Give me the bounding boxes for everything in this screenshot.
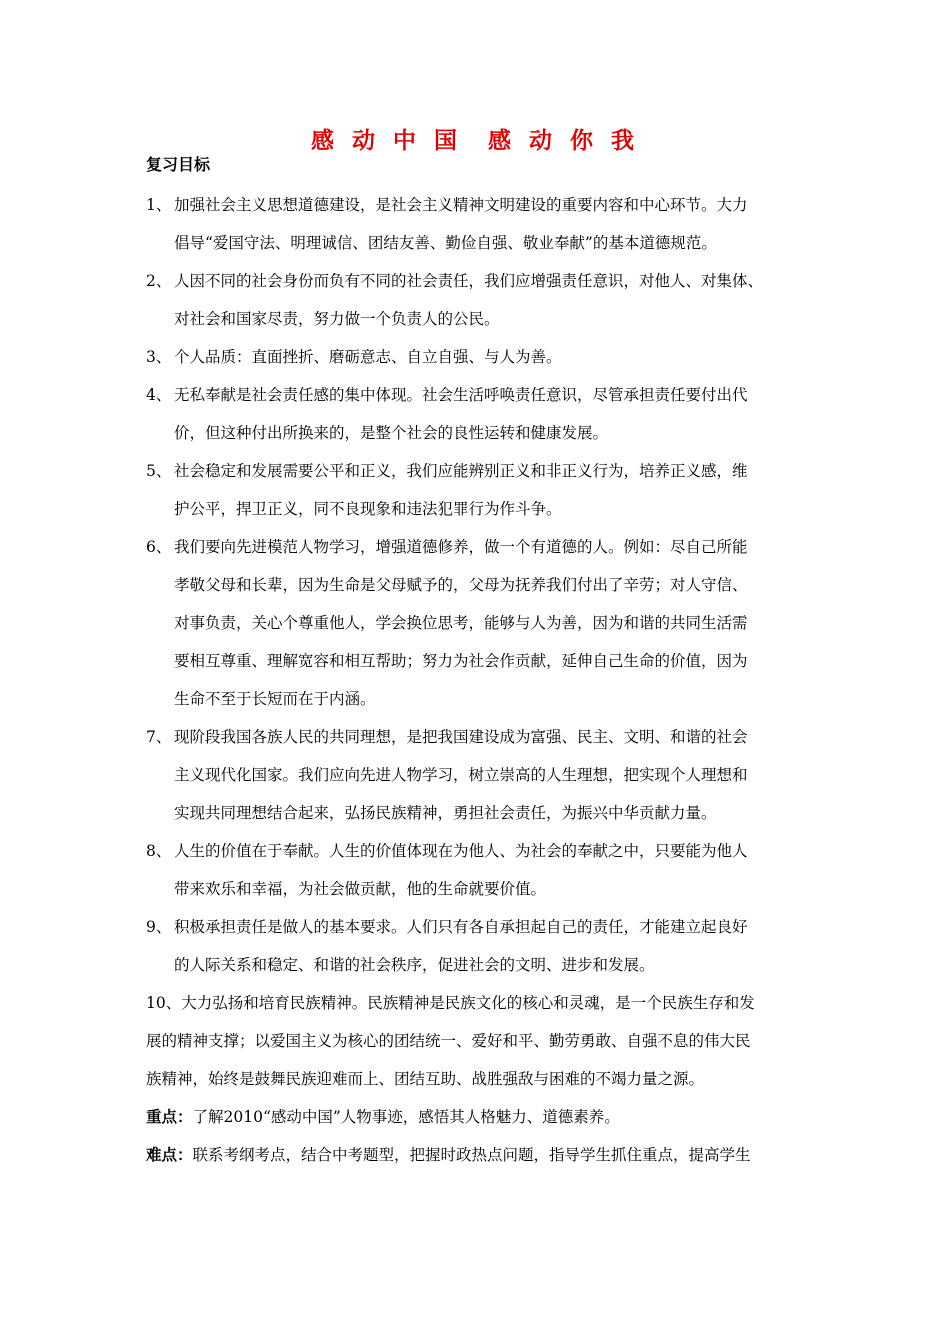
item-line: 无私奉献是社会责任感的集中体现。社会生活呼唤责任意识，尽管承担责任要付出代 (174, 386, 748, 404)
item-line: 社会稳定和发展需要公平和正义，我们应能辨别正义和非正义行为，培养正义感，维 (174, 462, 748, 480)
item-number: 9、 (146, 918, 172, 936)
item-line: 对社会和国家尽责，努力做一个负责人的公民。 (174, 310, 500, 328)
item-text (146, 262, 818, 338)
item-number: 7、 (146, 728, 172, 746)
difficult-point-text: 联系考纲考点，结合中考题型，把握时政热点问题，指导学生抓住重点，提高学生 (192, 1146, 751, 1164)
list-item (146, 376, 818, 452)
objectives-list (146, 186, 818, 1174)
item10-line-2: 展的精神支撑；以爱国主义为核心的团结统一、爱好和平、勤劳勇敢、自强不息的伟大民 (146, 1032, 751, 1050)
item-line: 生命不至于长短而在于内涵。 (174, 690, 376, 708)
item-line: 孝敬父母和长辈，因为生命是父母赋予的，父母为抚养我们付出了辛劳；对人守信、 (174, 576, 748, 594)
item-line: 对事负责，关心个尊重他人，学会换位思考，能够与人为善，因为和谐的共同生活需 (174, 614, 748, 632)
item-line: 我们要向先进模范人物学习，增强道德修养，做一个有道德的人。例如：尽自己所能 (174, 538, 748, 556)
item-line: 要相互尊重、理解宽容和相互帮助；努力为社会作贡献，延伸自己生命的价值，因为 (174, 652, 748, 670)
list-item (146, 832, 818, 908)
item-text (146, 528, 818, 718)
section-heading: 复习目标 (146, 155, 211, 174)
item10-number: 10、 (146, 994, 182, 1012)
item-line: 人因不同的社会身份而负有不同的社会责任，我们应增强责任意识，对他人、对集体、 (174, 272, 764, 290)
item-text (146, 338, 818, 376)
item-line: 主义现代化国家。我们应向先进人物学习，树立崇高的人生理想，把实现个人理想和 (174, 766, 748, 784)
numbered-items (146, 186, 818, 984)
list-item (146, 528, 818, 718)
key-point-label: 重点： (146, 1108, 193, 1126)
item-text (146, 908, 818, 984)
item-line: 倡导“爱国守法、明理诚信、团结友善、勤俭自强、敬业奉献”的基本道德规范。 (174, 234, 717, 252)
item-line: 护公平，捍卫正义，同不良现象和违法犯罪行为作斗争。 (174, 500, 562, 518)
list-item (146, 186, 818, 262)
item-text (146, 186, 818, 262)
item-line: 现阶段我国各族人民的共同理想，是把我国建设成为富强、民主、文明、和谐的社会 (174, 728, 748, 746)
list-item-10 (146, 984, 818, 1098)
difficult-point-label: 难点： (146, 1146, 193, 1164)
item-number: 8、 (146, 842, 172, 860)
item-line: 人生的价值在于奉献。人生的价值体现在为他人、为社会的奉献之中，只要能为他人 (174, 842, 748, 860)
item-number: 2、 (146, 272, 172, 290)
item-number: 3、 (146, 348, 172, 366)
key-point (146, 1098, 818, 1136)
item-text (146, 718, 818, 832)
list-item (146, 338, 818, 376)
item-line: 加强社会主义思想道德建设，是社会主义精神文明建设的重要内容和中心环节。大力 (174, 196, 748, 214)
item10-line-1: 10、大力弘扬和培育民族精神。民族精神是民族文化的核心和灵魂，是一个民族生存和发 (146, 994, 755, 1012)
item-line: 价，但这种付出所换来的，是整个社会的良性运转和健康发展。 (174, 424, 609, 442)
item-line: 积极承担责任是做人的基本要求。人们只有各自承担起自己的责任，才能建立起良好 (174, 918, 748, 936)
item-number: 6、 (146, 538, 172, 556)
list-item (146, 908, 818, 984)
item-text (146, 832, 818, 908)
item-line: 个人品质：直面挫折、磨砺意志、自立自强、与人为善。 (174, 348, 562, 366)
item-number: 5、 (146, 462, 172, 480)
item-text (146, 376, 818, 452)
item10-line-3: 族精神，始终是鼓舞民族迎难而上、团结互助、战胜强敌与困难的不竭力量之源。 (146, 1070, 705, 1088)
key-point-text: 了解2010“感动中国”人物事迹，感悟其人格魅力、道德素养。 (192, 1108, 620, 1126)
item-line: 的人际关系和稳定、和谐的社会秩序，促进社会的文明、进步和发展。 (174, 956, 655, 974)
list-item (146, 718, 818, 832)
list-item (146, 262, 818, 338)
item-line: 实现共同理想结合起来，弘扬民族精神，勇担社会责任，为振兴中华贡献力量。 (174, 804, 717, 822)
difficult-point (146, 1136, 818, 1174)
list-item (146, 452, 818, 528)
page-title: 感 动 中 国 感 动 你 我 (310, 128, 640, 154)
item-number: 4、 (146, 386, 172, 404)
item-number: 1、 (146, 196, 172, 214)
item-line: 带来欢乐和幸福，为社会做贡献，他的生命就要价值。 (174, 880, 547, 898)
item-text (146, 452, 818, 528)
